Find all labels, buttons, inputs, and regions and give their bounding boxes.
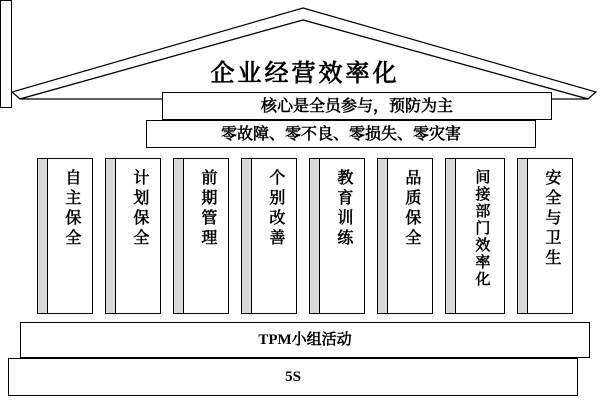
diagram-title: 企业经营效率化 <box>210 61 400 87</box>
pillar-label: 教育训练 <box>334 169 352 249</box>
pillar-label: 品质保全 <box>402 169 420 249</box>
pillar-shade <box>310 159 320 313</box>
pillar-label-wrap <box>49 159 92 313</box>
pillar-office-tpm[interactable] <box>445 158 505 314</box>
base-tpm-activities: TPM小组活动 <box>20 322 590 358</box>
pillar-label: 计划保全 <box>130 169 148 249</box>
band-core-concept: 核心是全员参与，预防为主 <box>162 92 552 120</box>
pillar-label: 前期管理 <box>198 169 216 249</box>
pillar-quality-maintenance[interactable] <box>377 158 433 314</box>
pillar-label-wrap <box>321 159 364 313</box>
pillar-shade <box>174 159 184 313</box>
pillars-group <box>37 158 573 314</box>
pillar-safety-health[interactable] <box>517 158 573 314</box>
pillar-label-wrap <box>185 159 228 313</box>
pillar-early-management[interactable] <box>173 158 229 314</box>
pillar-shade <box>518 159 528 313</box>
pillar-education-training[interactable] <box>309 158 365 314</box>
pillar-shade <box>446 159 456 313</box>
pillar-focused-improvement[interactable] <box>241 158 297 314</box>
pillar-planned-maintenance[interactable] <box>105 158 161 314</box>
pillar-shade <box>106 159 116 313</box>
pillar-shade <box>38 159 48 313</box>
pillar-autonomous-maintenance[interactable] <box>37 158 93 314</box>
pillar-label-wrap <box>117 159 160 313</box>
pillar-label-wrap <box>529 159 572 313</box>
band-zero-goals: 零故障、零不良、零损失、零灾害 <box>146 120 536 148</box>
pillar-label-wrap <box>389 159 432 313</box>
pillar-label: 自主保全 <box>62 169 80 249</box>
pillar-label: 个别改善 <box>266 169 284 249</box>
pillar-label: 间接部门效率化 <box>473 169 490 288</box>
pillar-label: 安全与卫生 <box>542 169 560 269</box>
pillar-shade <box>242 159 252 313</box>
pillar-label-wrap <box>253 159 296 313</box>
pillar-shade <box>378 159 388 313</box>
base-5s: 5S <box>8 358 578 396</box>
pillar-label-wrap <box>457 159 504 313</box>
